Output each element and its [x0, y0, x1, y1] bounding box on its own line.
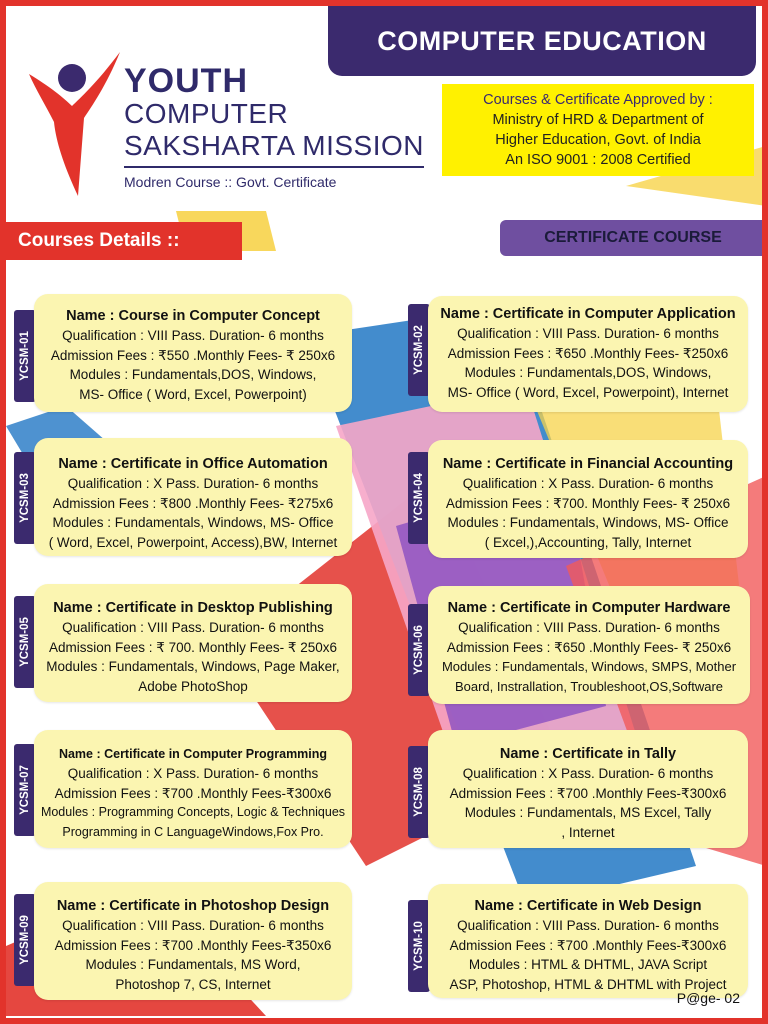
org-tagline: Modren Course :: Govt. Certificate	[124, 174, 337, 190]
course-fees: Admission Fees : ₹650 .Monthly Fees- ₹250x6	[447, 345, 729, 361]
course-code: YCSM-07	[19, 765, 32, 815]
page-number: P@ge- 02	[676, 990, 740, 1006]
course-modules: Modules : Fundamentals, Windows, MS- Office	[447, 515, 729, 530]
course-qualification: Qualification : VIII Pass. Duration- 6 months	[458, 620, 720, 635]
approval-line: An ISO 9001 : 2008 Certified	[505, 152, 691, 168]
course-modules: Modules : Fundamentals,DOS, Windows,	[464, 365, 712, 380]
course-code: YCSM-09	[19, 915, 32, 965]
divider	[124, 166, 424, 168]
course-qualification: Qualification : VIII Pass. Duration- 6 months	[457, 326, 719, 341]
course-modules: Modules : Fundamentals, Windows, SMPS, Mother	[441, 659, 737, 674]
course-modules: Adobe PhotoShop	[138, 678, 248, 694]
course-card	[428, 296, 748, 412]
course-card	[34, 438, 352, 556]
course-code-tab	[14, 452, 36, 544]
course-qualification: Qualification : VIII Pass. Duration- 6 months	[62, 620, 324, 635]
course-modules: Modules : Fundamentals, Windows, Page Maker,	[46, 659, 340, 674]
course-modules: Board, Instrallation, Troubleshoot,OS,Software	[454, 678, 724, 694]
course-code: YCSM-10	[413, 921, 426, 971]
approval-line: Higher Education, Govt. of India	[495, 132, 701, 148]
org-line-2: COMPUTER	[124, 98, 289, 129]
course-qualification: Qualification : VIII Pass. Duration- 6 months	[457, 918, 719, 933]
course-name: Name : Course in Computer Concept	[66, 308, 320, 324]
course-modules: Programming in C LanguageWindows,Fox Pro.	[62, 824, 324, 839]
course-code-tab	[408, 604, 430, 696]
course-code: YCSM-04	[413, 473, 426, 523]
course-card	[34, 730, 352, 848]
certificate-course-heading: CERTIFICATE COURSE	[500, 220, 766, 256]
course-modules: ( Word, Excel, Powerpoint, Access),BW, Internet	[48, 534, 338, 550]
course-fees: Admission Fees : ₹700 .Monthly Fees-₹300x6	[449, 785, 727, 801]
course-name: Name : Certificate in Computer Hardware	[447, 600, 731, 616]
course-name: Name : Certificate in Tally	[499, 746, 677, 762]
header-banner: COMPUTER EDUCATION	[328, 6, 756, 76]
organization-name	[124, 64, 424, 190]
approval-box	[442, 84, 754, 176]
course-card	[428, 586, 750, 704]
course-card	[34, 584, 352, 702]
course-card	[34, 882, 352, 1000]
course-fees: Admission Fees : ₹700. Monthly Fees- ₹ 250x6	[445, 495, 731, 511]
course-code: YCSM-08	[413, 767, 426, 817]
course-fees: Admission Fees : ₹700 .Monthly Fees-₹300x6	[54, 785, 332, 801]
course-fees: Admission Fees : ₹800 .Monthly Fees- ₹275x6	[52, 495, 334, 511]
org-line-1: YOUTH	[124, 62, 248, 100]
course-code-tab	[408, 304, 430, 396]
course-modules: Modules : Fundamentals, Windows, MS- Office	[52, 515, 334, 530]
course-code-tab	[14, 310, 36, 402]
course-modules: ASP, Photoshop, HTML & DHTML with Project	[449, 976, 727, 992]
course-name: Name : Certificate in Financial Accounting	[442, 456, 734, 472]
course-fees: Admission Fees : ₹550 .Monthly Fees- ₹ 250x6	[50, 347, 336, 363]
course-code: YCSM-05	[19, 617, 32, 667]
course-qualification: Qualification : X Pass. Duration- 6 months	[67, 476, 319, 491]
course-modules: Modules : HTML & DHTML, JAVA Script	[468, 957, 708, 972]
course-code: YCSM-01	[19, 331, 32, 381]
course-name: Name : Certificate in Web Design	[474, 898, 702, 914]
course-name: Name : Certificate in Photoshop Design	[56, 898, 330, 914]
course-name: Name : Certificate in Computer Application	[440, 306, 736, 322]
course-card	[428, 884, 748, 998]
course-card	[34, 294, 352, 412]
course-modules: Modules : Programming Concepts, Logic & Techniques	[40, 805, 346, 819]
course-code: YCSM-06	[413, 625, 426, 675]
courses-details-heading: Courses Details ::	[6, 222, 242, 260]
course-modules: , Internet	[561, 824, 615, 840]
course-modules: MS- Office ( Word, Excel, Powerpoint)	[79, 386, 307, 402]
course-modules: Modules : Fundamentals,DOS, Windows,	[69, 367, 317, 382]
course-modules: ( Excel,),Accounting, Tally, Internet	[484, 534, 692, 550]
course-fees: Admission Fees : ₹ 700. Monthly Fees- ₹ 250x6	[48, 639, 338, 655]
course-code: YCSM-03	[19, 473, 32, 523]
course-qualification: Qualification : X Pass. Duration- 6 months	[462, 476, 714, 491]
course-card	[428, 440, 748, 558]
course-code-tab	[14, 894, 36, 986]
course-qualification: Qualification : X Pass. Duration- 6 months	[462, 766, 714, 781]
course-name: Name : Certificate in Desktop Publishing	[53, 600, 333, 616]
course-modules: Modules : Fundamentals, MS Word,	[85, 957, 301, 972]
course-card	[428, 730, 748, 848]
course-modules: Modules : Fundamentals, MS Excel, Tally	[464, 805, 712, 820]
course-modules: Photoshop 7, CS, Internet	[115, 976, 271, 992]
approval-line: Ministry of HRD & Department of	[492, 112, 704, 128]
course-code-tab	[14, 744, 36, 836]
approval-line: Courses & Certificate Approved by :	[483, 92, 713, 108]
course-code: YCSM-02	[413, 325, 426, 375]
course-fees: Admission Fees : ₹650 .Monthly Fees- ₹ 250x6	[446, 639, 732, 655]
org-line-3: SAKSHARTA MISSION	[124, 130, 424, 161]
course-name: Name : Certificate in Computer Programming	[58, 747, 328, 761]
course-code-tab	[408, 452, 430, 544]
course-qualification: Qualification : VIII Pass. Duration- 6 months	[62, 328, 324, 343]
course-code-tab	[14, 596, 36, 688]
mission-logo-icon	[24, 46, 124, 206]
course-code-tab	[408, 746, 430, 838]
course-fees: Admission Fees : ₹700 .Monthly Fees-₹300x6	[449, 937, 727, 953]
course-code-tab	[408, 900, 430, 992]
course-name: Name : Certificate in Office Automation	[58, 456, 328, 472]
course-qualification: Qualification : VIII Pass. Duration- 6 months	[62, 918, 324, 933]
course-fees: Admission Fees : ₹700 .Monthly Fees-₹350x6	[54, 937, 332, 953]
course-qualification: Qualification : X Pass. Duration- 6 months	[67, 766, 319, 781]
course-modules: MS- Office ( Word, Excel, Powerpoint), Internet	[447, 384, 729, 400]
